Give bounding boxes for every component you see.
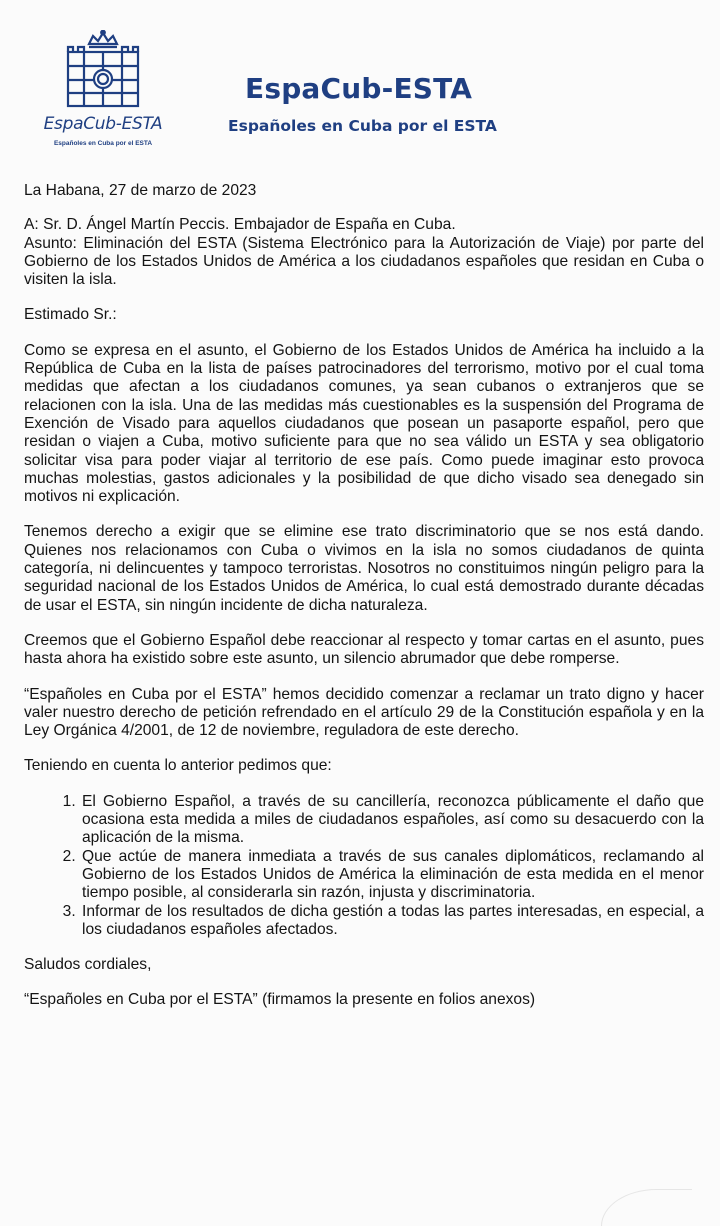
letterhead-subtitle: Españoles en Cuba por el ESTA: [228, 117, 497, 135]
letter-body: [24, 182, 704, 1010]
paragraph: “Españoles en Cuba por el ESTA” hemos decidido comenzar a reclamar un trato digno y hacer valer nuestro derecho de petición refrendado en el artículo 29 de la Constitución española y en la Ley Orgánica 4/2001, de 12 de noviembre, reguladora de este derecho.: [24, 685, 704, 740]
paragraph: Tenemos derecho a exigir que se elimine ese trato discriminatorio que se nos está dando. Quienes nos relacionamos con Cuba o vivimos en la isla no somos ciudadanos de quinta categoría, ni delincuentes y tampoco terroristas. Nosotros no constituimos ningún peligro para la seguridad nacional de los Estados Unidos de América, lo cual está demostrado durante décadas de usar el ESTA, sin ningún incidente de dicha naturaleza.: [24, 523, 704, 614]
letterhead-title: EspaCub-ESTA: [245, 72, 473, 105]
castle-crown-logo-icon: [62, 30, 144, 110]
letter-recipient: A: Sr. D. Ángel Martín Peccis. Embajador de España en Cuba.: [24, 216, 456, 234]
paragraph: Teniendo en cuenta lo anterior pedimos que:: [24, 757, 332, 775]
paragraph: Como se expresa en el asunto, el Gobierno de los Estados Unidos de América ha incluido a la República de Cuba en la lista de países patrocinadores del terrorismo, motivo por el cual toma medidas que afectan a los ciudadanos comunes, ya sean cubanos o extranjeros que se relacionen con la isla. Una de las medidas más cuestionables es la suspensión del Programa de Exención de Visado para aquellos ciudadanos que posean un pasaporte español, pero que residan o viajen a Cuba, motivo suficiente para que no sea válido un ESTA y sea obligatorio solicitar visa para poder viajar al territorio de ese país. Como puede imaginar esto provoca muchas molestias, gastos adicionales y la posibilidad de que dicho visado sea denegado sin motivos ni explicación.: [24, 341, 704, 506]
letter-salutation: Estimado Sr.:: [24, 306, 117, 324]
letter-closing: Saludos cordiales,: [24, 956, 152, 974]
list-item: 3. Informar de los resultados de dicha gestión a todas las partes interesadas, en especial, a los ciudadanos españoles afectados.: [80, 903, 704, 940]
logo-name: EspaCub-ESTA: [43, 114, 163, 134]
letter-subject: Asunto: Eliminación del ESTA (Sistema Electrónico para la Autorización de Viaje) por parte del Gobierno de los Estados Unidos de América a los ciudadanos españoles que residan en Cuba o visiten la isla.: [24, 234, 704, 289]
logo: [28, 30, 178, 147]
list-item: 1. El Gobierno Español, a través de su cancillería, reconozca públicamente el daño que ocasiona esta medida a miles de ciudadanos españoles, así como su desacuerdo con la aplicación de la misma.: [80, 793, 704, 848]
paragraph: Creemos que el Gobierno Español debe reaccionar al respecto y tomar cartas en el asunto, pues hasta ahora ha existido sobre este asunto, un silencio abrumador que debe romperse.: [24, 631, 704, 668]
requests-list: [24, 793, 704, 939]
letter-signature: “Españoles en Cuba por el ESTA” (firmamos la presente en folios anexos): [24, 991, 536, 1009]
list-item: 2. Que actúe de manera inmediata a través de sus canales diplomáticos, reclamando al Gobierno de los Estados Unidos de América la eliminación de esta medida en el menor tiempo posible, al considerarla sin razón, injusta y discriminatoria.: [80, 848, 704, 903]
page-corner: [601, 1189, 692, 1226]
letter-date: La Habana, 27 de marzo de 2023: [24, 182, 257, 199]
logo-tagline: Españoles en Cuba por el ESTA: [53, 140, 153, 147]
